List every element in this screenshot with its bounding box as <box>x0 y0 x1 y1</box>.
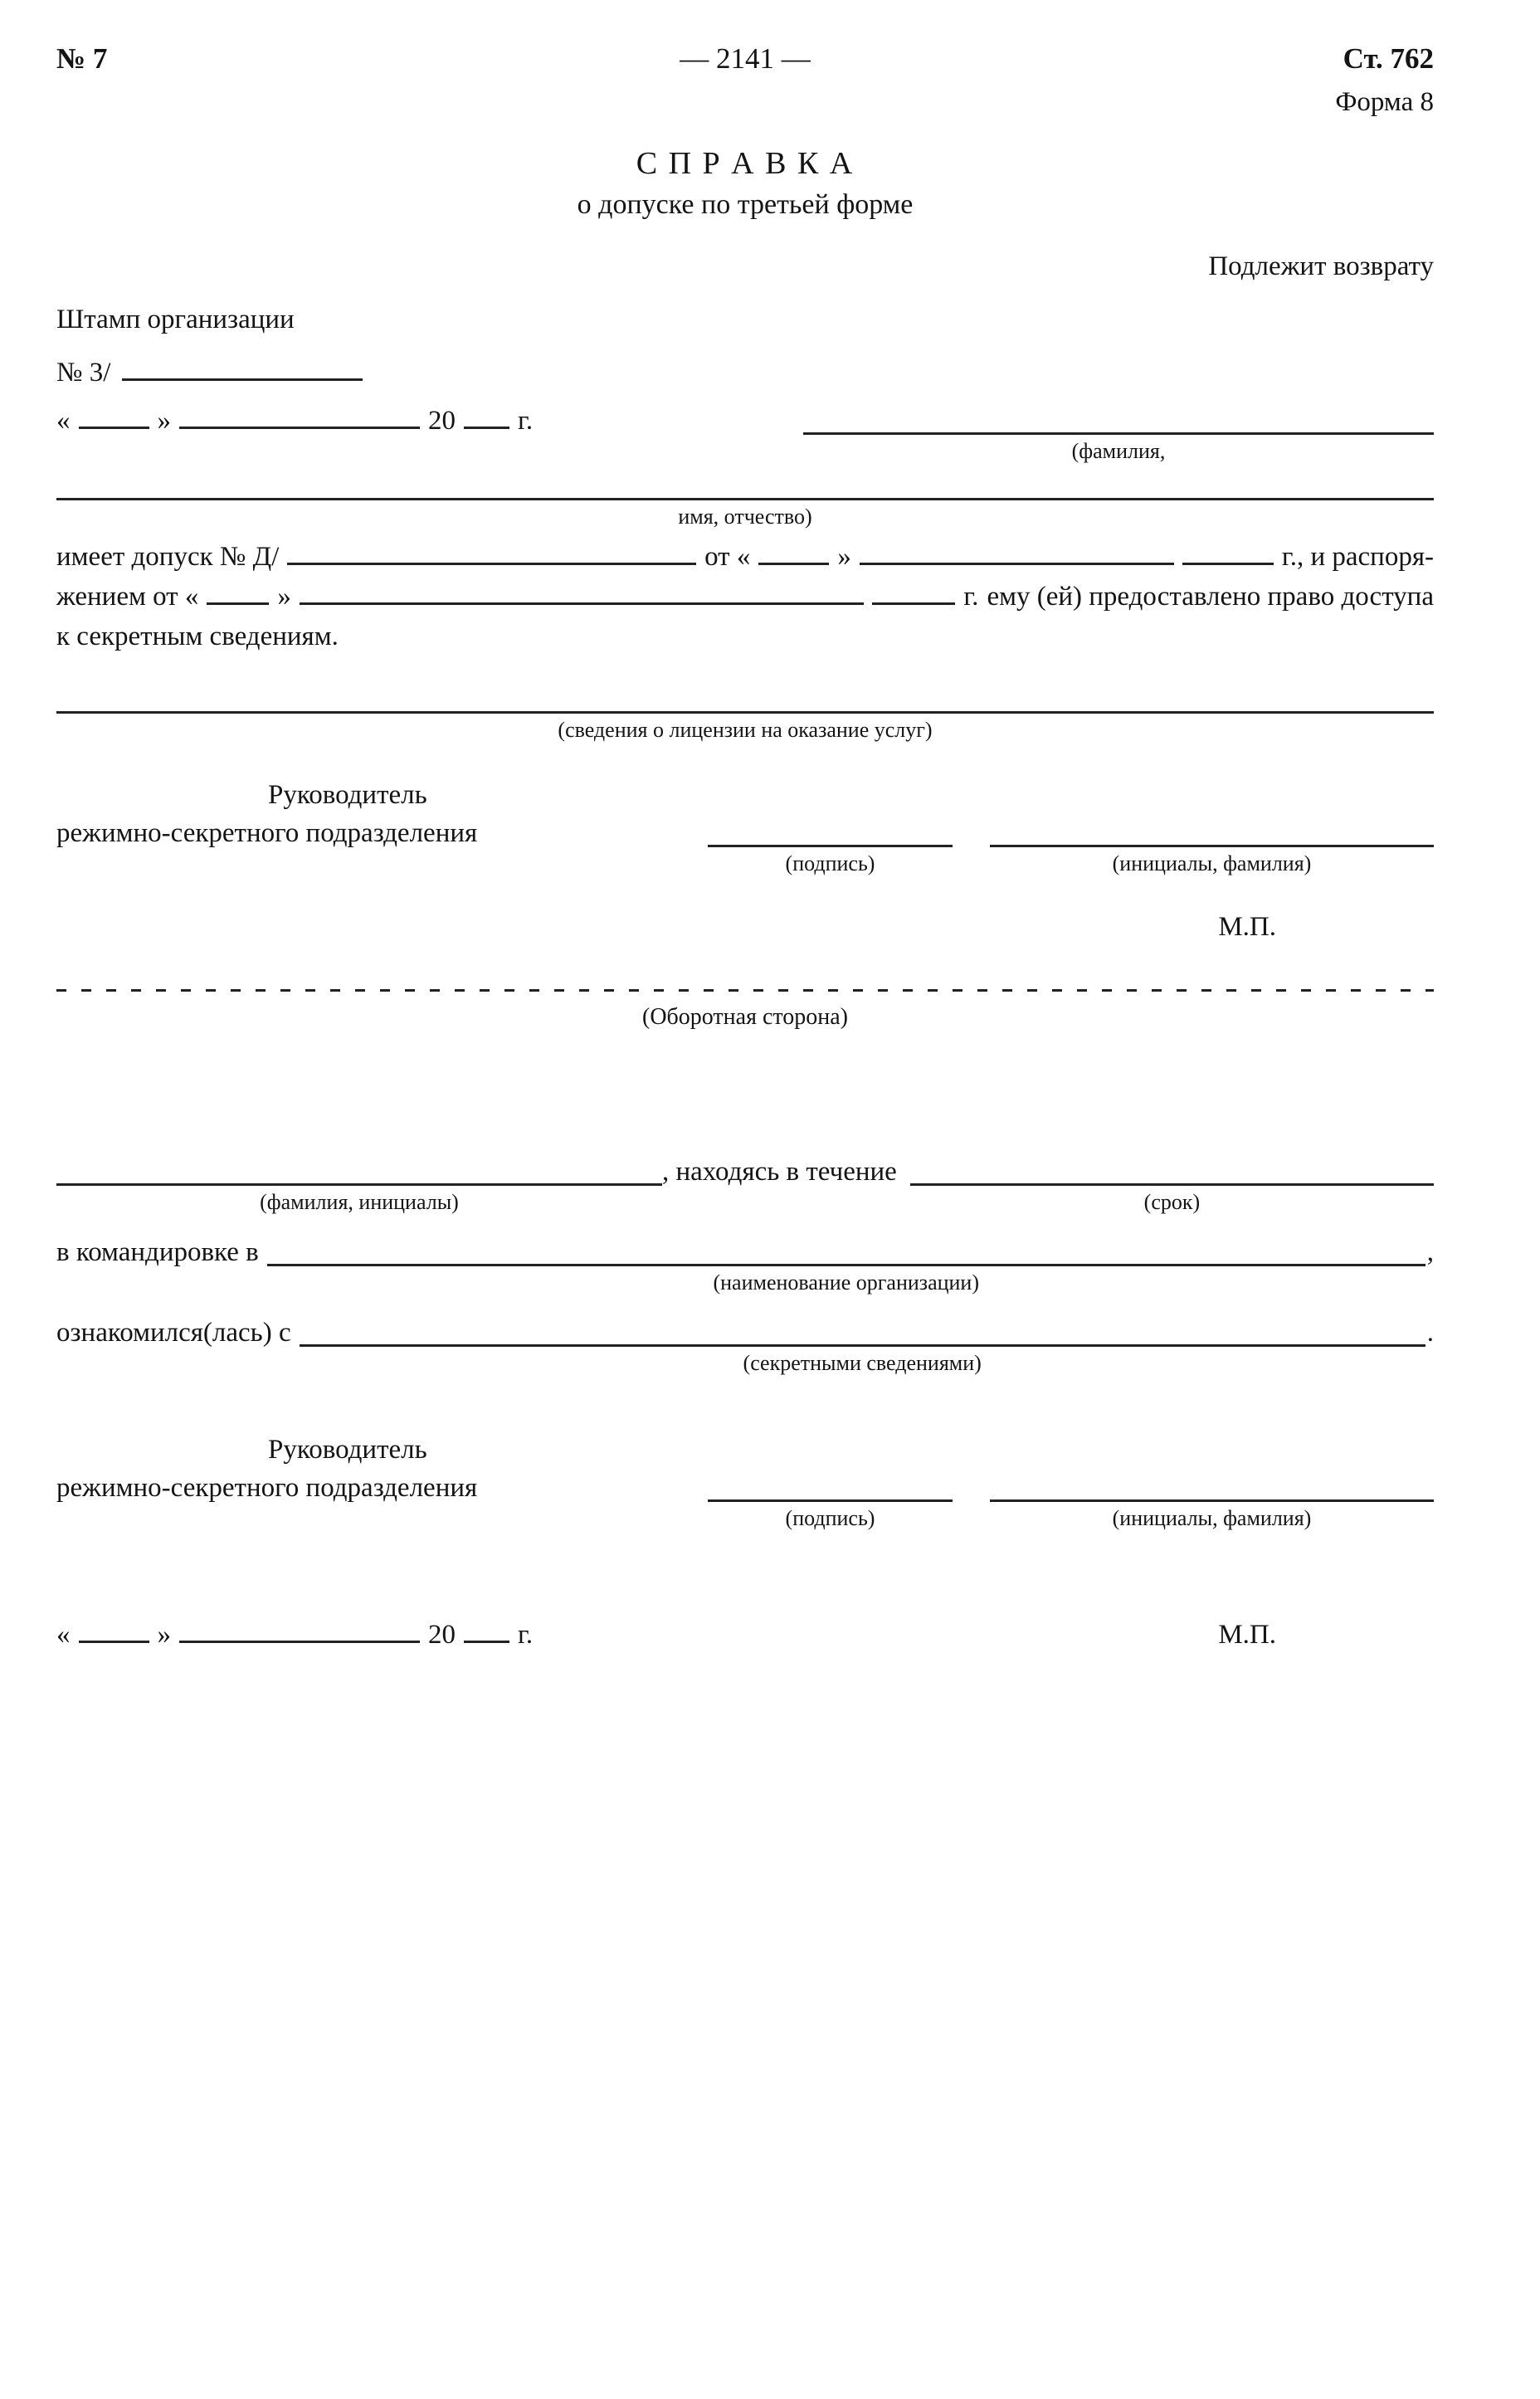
back-text: ознакомился(лась) с <box>56 1318 291 1348</box>
fio-caption: (фамилия, инициалы) <box>260 1190 459 1214</box>
seal-mark-front: М.П. <box>1218 912 1276 942</box>
month-blank <box>179 1641 420 1643</box>
punctuation: , <box>1426 1237 1434 1267</box>
body-text: жением от « <box>56 582 199 612</box>
back-line-1 <box>56 1153 1434 1217</box>
signatory-title-line2: режимно-секретного подразделения <box>56 1473 478 1503</box>
secret-info-caption: (секретными сведениями) <box>743 1351 982 1375</box>
stamp-label: Штамп организации <box>56 305 295 334</box>
signature-caption: (подпись) <box>785 1506 875 1530</box>
secret-info-blank <box>300 1314 1425 1347</box>
cut-line <box>56 989 1434 992</box>
license-blank <box>56 680 1434 714</box>
month-blank <box>179 427 420 429</box>
signatory-name-field <box>990 1469 1434 1533</box>
quote-close: » <box>157 406 171 436</box>
seal-mark-back: М.П. <box>1218 1620 1276 1650</box>
signature-block-back <box>56 1431 1434 1533</box>
term-blank <box>910 1153 1434 1186</box>
signatory-title-line1: Руководитель <box>268 780 427 810</box>
number-blank <box>122 378 363 381</box>
punctuation: . <box>1426 1318 1434 1348</box>
body-line-2 <box>56 578 1434 616</box>
quote-close: » <box>157 1620 171 1650</box>
body-line-3 <box>56 617 1434 656</box>
organization-blank <box>267 1233 1425 1266</box>
year-blank <box>464 1641 509 1643</box>
return-note: Подлежит возврату <box>1208 251 1434 281</box>
year-blank <box>1182 563 1274 565</box>
number-prefix: № 3/ <box>56 358 111 388</box>
surname-blank <box>803 402 1434 435</box>
body-text: г., и распоря- <box>1281 542 1434 572</box>
signature-blank <box>708 814 953 847</box>
organization-caption: (наименование организации) <box>713 1270 980 1295</box>
admission-number-blank <box>287 563 696 565</box>
name-field <box>56 467 1434 531</box>
day-blank <box>79 427 149 429</box>
signatory-title-line1: Руководитель <box>268 1435 427 1465</box>
month-blank <box>300 602 865 605</box>
body-text: » <box>837 542 851 572</box>
form-label: Форма 8 <box>1335 87 1434 117</box>
month-blank <box>860 563 1174 565</box>
article-number: Ст. 762 <box>1343 42 1434 75</box>
secret-info-field <box>300 1314 1425 1377</box>
body-text: » <box>277 582 291 612</box>
signature-line <box>56 814 1434 878</box>
signatory-name-caption: (инициалы, фамилия) <box>1112 1506 1312 1530</box>
body-paragraph <box>56 538 1434 656</box>
document-title: С П Р А В К А <box>636 146 855 181</box>
body-text: к секретным сведениям. <box>56 622 339 651</box>
surname-caption: (фамилия, <box>1071 439 1166 463</box>
document-subtitle: о допуске по третьей форме <box>577 189 914 220</box>
signature-line <box>56 1469 1434 1533</box>
quote-open: « <box>56 1620 71 1650</box>
license-field <box>56 680 1434 744</box>
body-line-1 <box>56 538 1434 576</box>
number-line <box>56 354 1434 392</box>
body-text: г. <box>963 582 979 612</box>
reverse-side-caption: (Оборотная сторона) <box>642 1004 848 1030</box>
back-date-line <box>56 1616 533 1654</box>
back-text: , находясь в течение <box>662 1157 897 1187</box>
fio-field <box>56 1153 662 1217</box>
year-blank <box>464 427 509 429</box>
signatory-name-blank <box>990 1469 1434 1502</box>
signature-field <box>708 814 953 878</box>
body-text: от « <box>704 542 751 572</box>
back-date-and-seal-line <box>56 1616 1434 1654</box>
license-caption: (сведения о лицензии на оказание услуг) <box>558 718 933 742</box>
year-prefix: 20 <box>428 406 456 436</box>
signature-block-front <box>56 776 1434 878</box>
day-blank <box>207 602 269 605</box>
body-text: имеет допуск № Д/ <box>56 542 280 572</box>
signatory-name-blank <box>990 814 1434 847</box>
year-prefix: 20 <box>428 1620 456 1650</box>
year-suffix: г. <box>518 1620 534 1650</box>
signatory-name-field <box>990 814 1434 878</box>
day-blank <box>758 563 829 565</box>
name-caption: имя, отчество) <box>678 505 812 529</box>
term-field <box>910 1153 1434 1217</box>
quote-open: « <box>56 406 71 436</box>
organization-field <box>267 1233 1425 1297</box>
body-text: ему (ей) предоставлено право доступа <box>987 582 1434 612</box>
date-and-surname-line <box>56 402 1434 466</box>
running-head <box>56 40 1434 78</box>
signature-caption: (подпись) <box>785 851 875 875</box>
surname-field <box>803 402 1434 466</box>
fio-blank <box>56 1153 662 1186</box>
issue-number: № 7 <box>56 42 108 75</box>
signature-blank <box>708 1469 953 1502</box>
term-caption: (срок) <box>1143 1190 1201 1214</box>
issue-date-line <box>56 402 533 440</box>
day-blank <box>79 1641 149 1643</box>
signature-field <box>708 1469 953 1533</box>
page-number: — 2141 — <box>680 42 811 75</box>
signatory-name-caption: (инициалы, фамилия) <box>1112 851 1312 875</box>
signatory-title-line2: режимно-секретного подразделения <box>56 818 478 848</box>
year-suffix: г. <box>518 406 534 436</box>
back-line-3 <box>56 1314 1434 1377</box>
back-text: в командировке в <box>56 1237 259 1267</box>
back-line-2 <box>56 1233 1434 1297</box>
year-blank <box>872 602 955 605</box>
name-blank <box>56 467 1434 500</box>
